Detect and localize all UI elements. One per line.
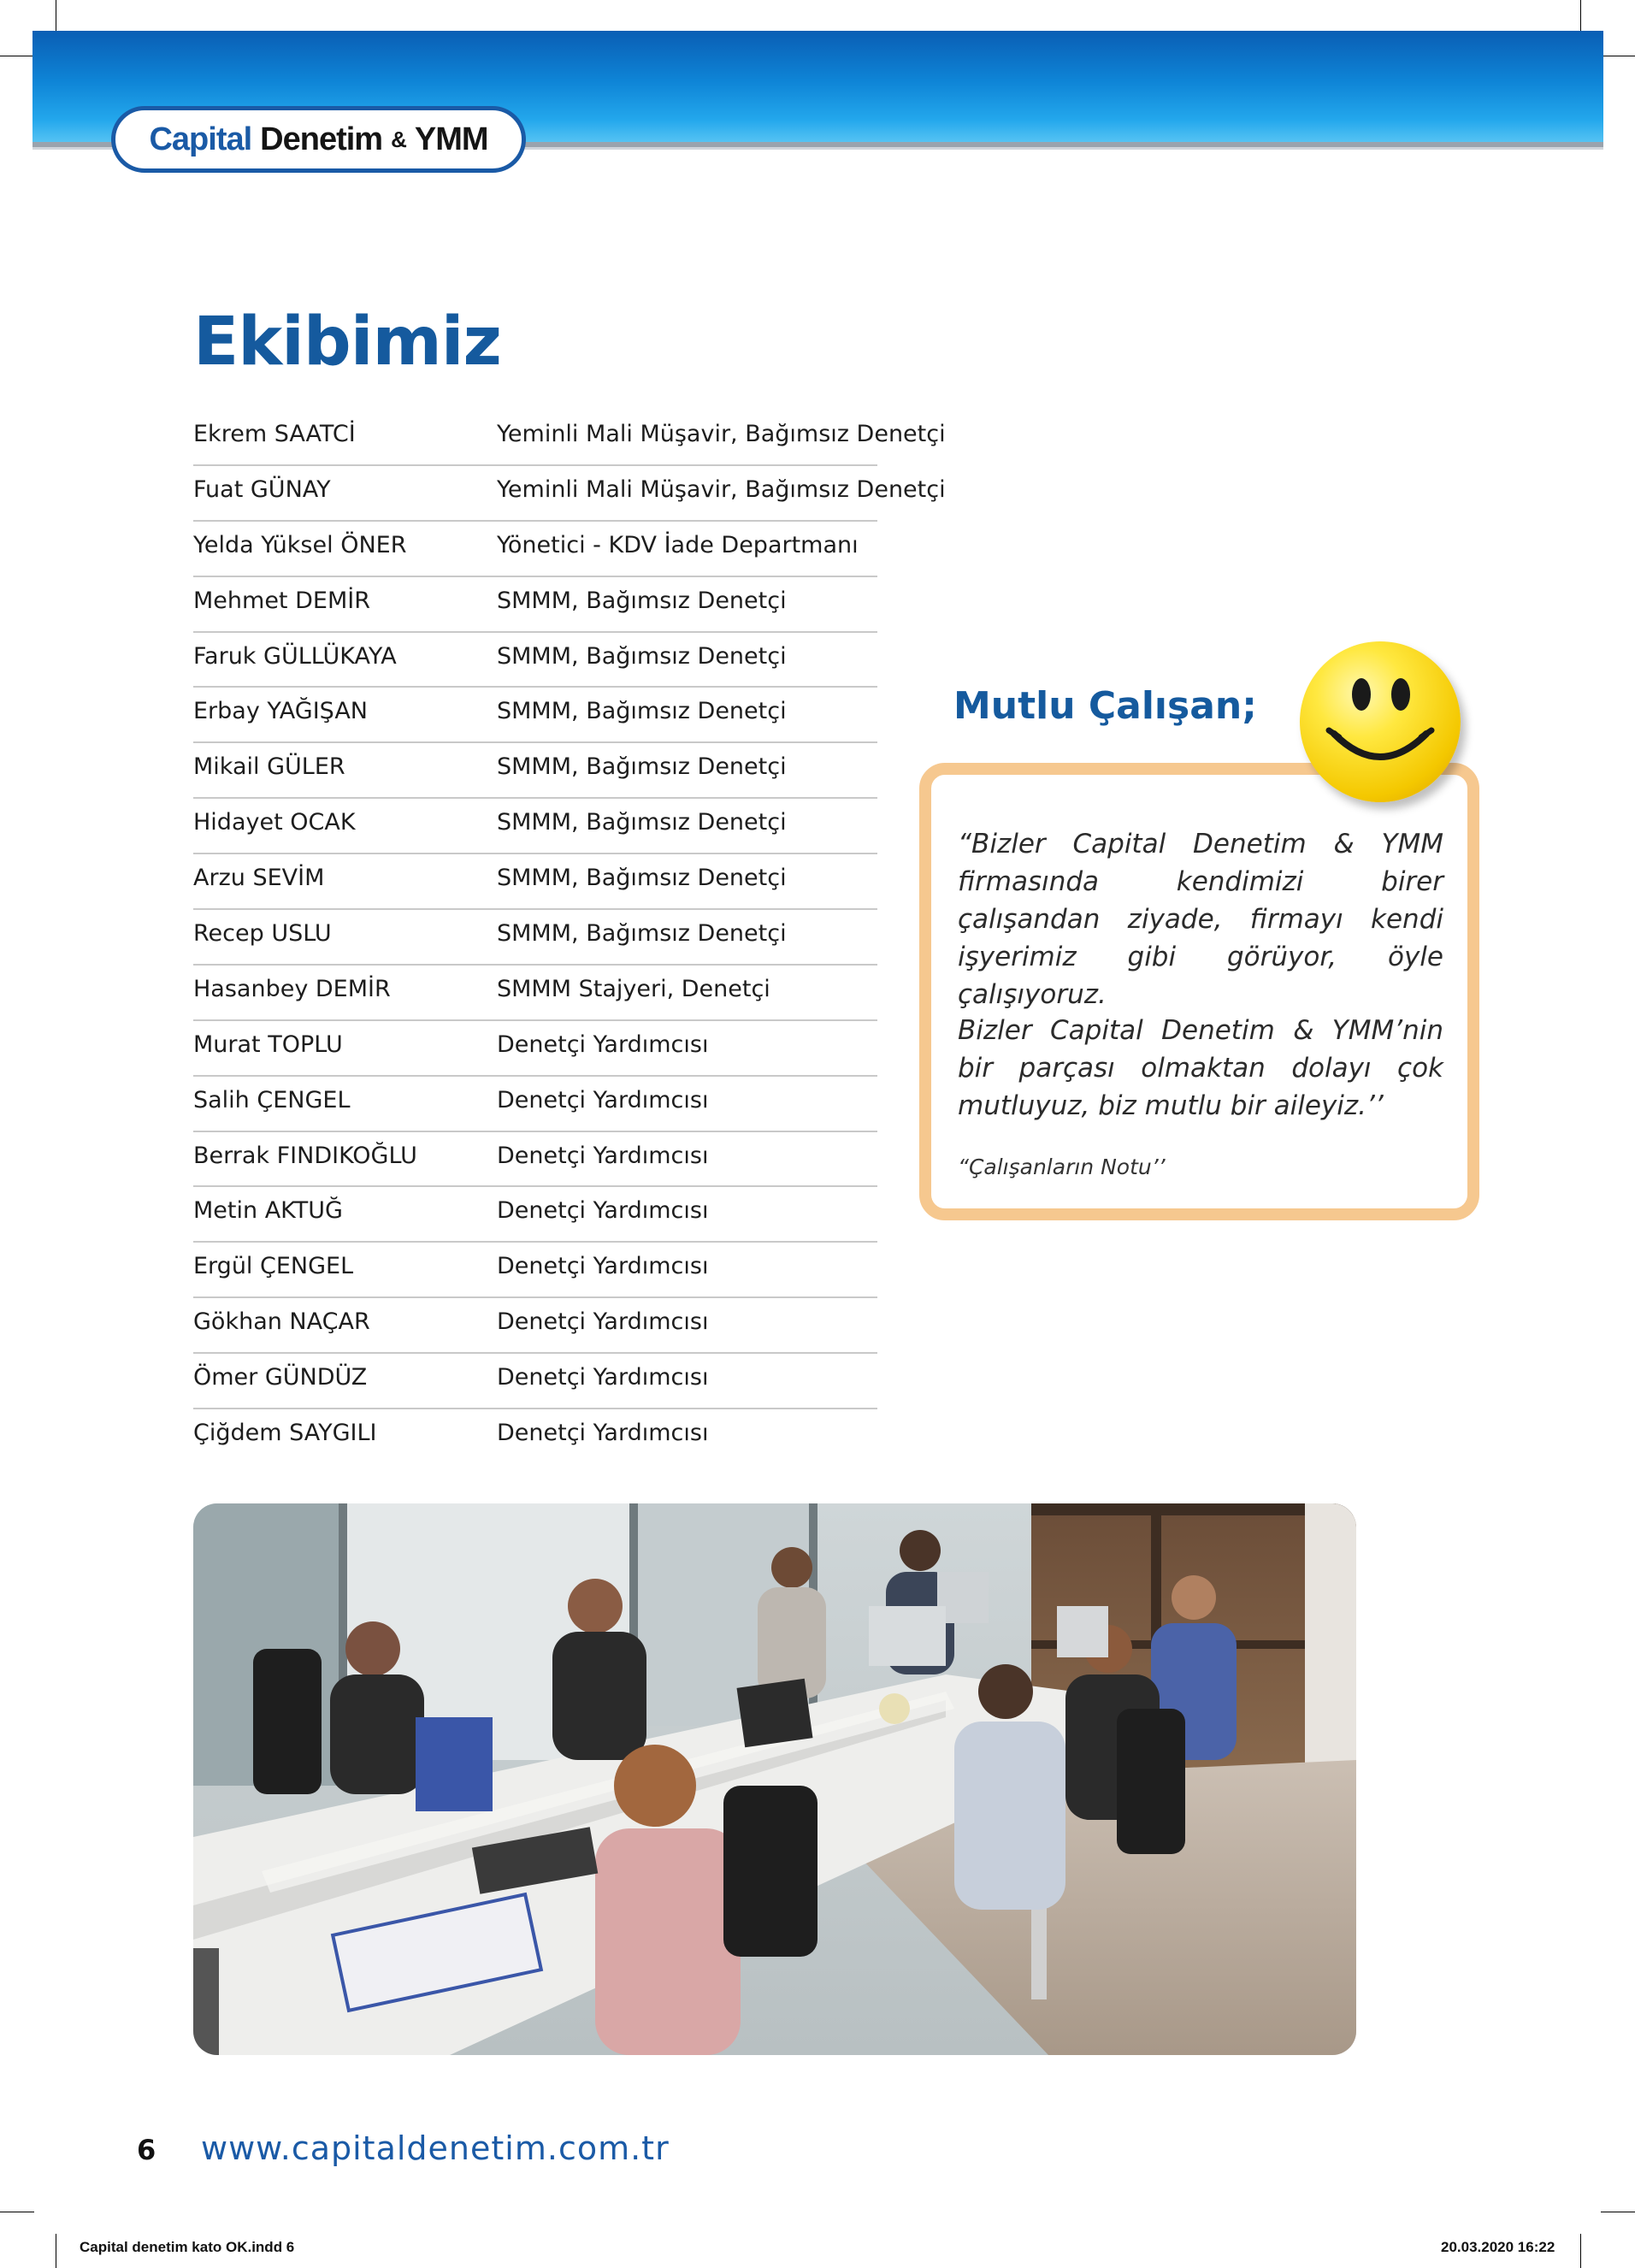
team-member-name: Mehmet DEMİR — [193, 587, 370, 614]
team-row — [193, 1021, 877, 1077]
team-member-name: Berrak FINDIKOĞLU — [193, 1142, 417, 1169]
team-row — [193, 966, 877, 1021]
team-member-name: Recep USLU — [193, 920, 332, 948]
logo-denetim: Denetim — [260, 121, 383, 157]
team-row — [193, 743, 877, 799]
team-member-name: Fuat GÜNAY — [193, 475, 331, 503]
team-row — [193, 1409, 877, 1465]
team-row — [193, 1132, 877, 1188]
team-member-role: SMMM, Bağımsız Denetçi — [497, 920, 787, 948]
company-logo — [111, 106, 526, 173]
team-member-role: Denetçi Yardımcısı — [497, 1197, 709, 1225]
team-member-name: Erbay YAĞIŞAN — [193, 698, 368, 725]
team-member-role: Denetçi Yardımcısı — [497, 1031, 709, 1058]
team-member-name: Murat TOPLU — [193, 1031, 343, 1058]
team-member-name: Hasanbey DEMİR — [193, 975, 391, 1002]
team-member-role: Yeminli Mali Müşavir, Bağımsız Denetçi — [497, 475, 946, 503]
team-row — [193, 688, 877, 743]
team-member-name: Arzu SEVİM — [193, 865, 325, 892]
team-row — [193, 854, 877, 910]
quote-paragraph-1: “Bizler Capital Denetim & YMM firmasında kendimizi birer çalışandan ziyade, firmayı kendi işyerimiz gibi görüyor, öyle çalışıyoruz. — [958, 829, 1443, 1010]
team-member-name: Salih ÇENGEL — [193, 1086, 351, 1113]
quote-paragraph-2: Bizler Capital Denetim & YMM’nin bir parçası olmaktan dolayı çok mutluyuz, biz mutlu bir aileyiz.’’ — [958, 1015, 1443, 1121]
team-row — [193, 910, 877, 966]
page-number: 6 — [137, 2134, 156, 2166]
print-slug-file: Capital denetim kato OK.indd 6 — [80, 2239, 295, 2255]
page-title: Ekibimiz — [193, 304, 501, 381]
crop-mark — [1580, 2234, 1581, 2268]
team-member-role: Denetçi Yardımcısı — [497, 1420, 709, 1447]
team-list — [193, 410, 946, 1465]
team-row — [193, 799, 877, 854]
team-row — [193, 1298, 877, 1354]
team-row — [193, 410, 946, 466]
team-member-name: Ergül ÇENGEL — [193, 1253, 354, 1280]
team-member-name: Gökhan NAÇAR — [193, 1308, 370, 1336]
team-row — [193, 1354, 877, 1409]
team-member-role: Denetçi Yardımcısı — [497, 1308, 709, 1336]
team-row — [193, 1243, 877, 1298]
team-member-name: Ömer GÜNDÜZ — [193, 1364, 368, 1391]
team-member-role: Denetçi Yardımcısı — [497, 1253, 709, 1280]
team-member-name: Faruk GÜLLÜKAYA — [193, 642, 397, 670]
smiley-icon — [1300, 641, 1461, 802]
logo-ampersand: & — [391, 126, 406, 152]
team-office-photo — [193, 1503, 1356, 2055]
logo-ymm: YMM — [414, 121, 488, 157]
team-member-name: Mikail GÜLER — [193, 753, 345, 781]
team-member-role: Yeminli Mali Müşavir, Bağımsız Denetçi — [497, 421, 946, 447]
quote-heading: Mutlu Çalışan; — [953, 684, 1257, 728]
team-member-role: SMMM, Bağımsız Denetçi — [497, 809, 787, 836]
quote-signature: “Çalışanların Notu’’ — [958, 1155, 1166, 1179]
team-row — [193, 577, 877, 633]
team-member-name: Ekrem SAATCİ — [193, 421, 356, 447]
team-member-name: Yelda Yüksel ÖNER — [193, 531, 407, 558]
team-row — [193, 522, 877, 577]
team-row — [193, 466, 946, 522]
team-member-name: Hidayet OCAK — [193, 809, 356, 836]
team-member-role: SMMM, Bağımsız Denetçi — [497, 865, 787, 892]
crop-mark — [1580, 0, 1581, 34]
team-member-role: SMMM, Bağımsız Denetçi — [497, 642, 787, 670]
team-member-role: SMMM, Bağımsız Denetçi — [497, 698, 787, 725]
team-member-role: SMMM, Bağımsız Denetçi — [497, 587, 787, 614]
team-member-role: SMMM, Bağımsız Denetçi — [497, 753, 787, 781]
team-row — [193, 1077, 877, 1132]
logo-capital: Capital — [149, 121, 252, 157]
team-member-role: Denetçi Yardımcısı — [497, 1364, 709, 1391]
team-member-role: SMMM Stajyeri, Denetçi — [497, 975, 770, 1002]
team-row — [193, 633, 877, 688]
team-member-name: Çiğdem SAYGILI — [193, 1420, 377, 1447]
website-link[interactable]: www.capitaldenetim.com.tr — [201, 2129, 670, 2167]
team-member-name: Metin AKTUĞ — [193, 1197, 343, 1225]
team-member-role: Denetçi Yardımcısı — [497, 1142, 709, 1169]
team-row — [193, 1187, 877, 1243]
team-member-role: Denetçi Yardımcısı — [497, 1086, 709, 1113]
team-member-role: Yönetici - KDV İade Departmanı — [497, 531, 859, 558]
print-slug-date: 20.03.2020 16:22 — [1441, 2239, 1555, 2255]
